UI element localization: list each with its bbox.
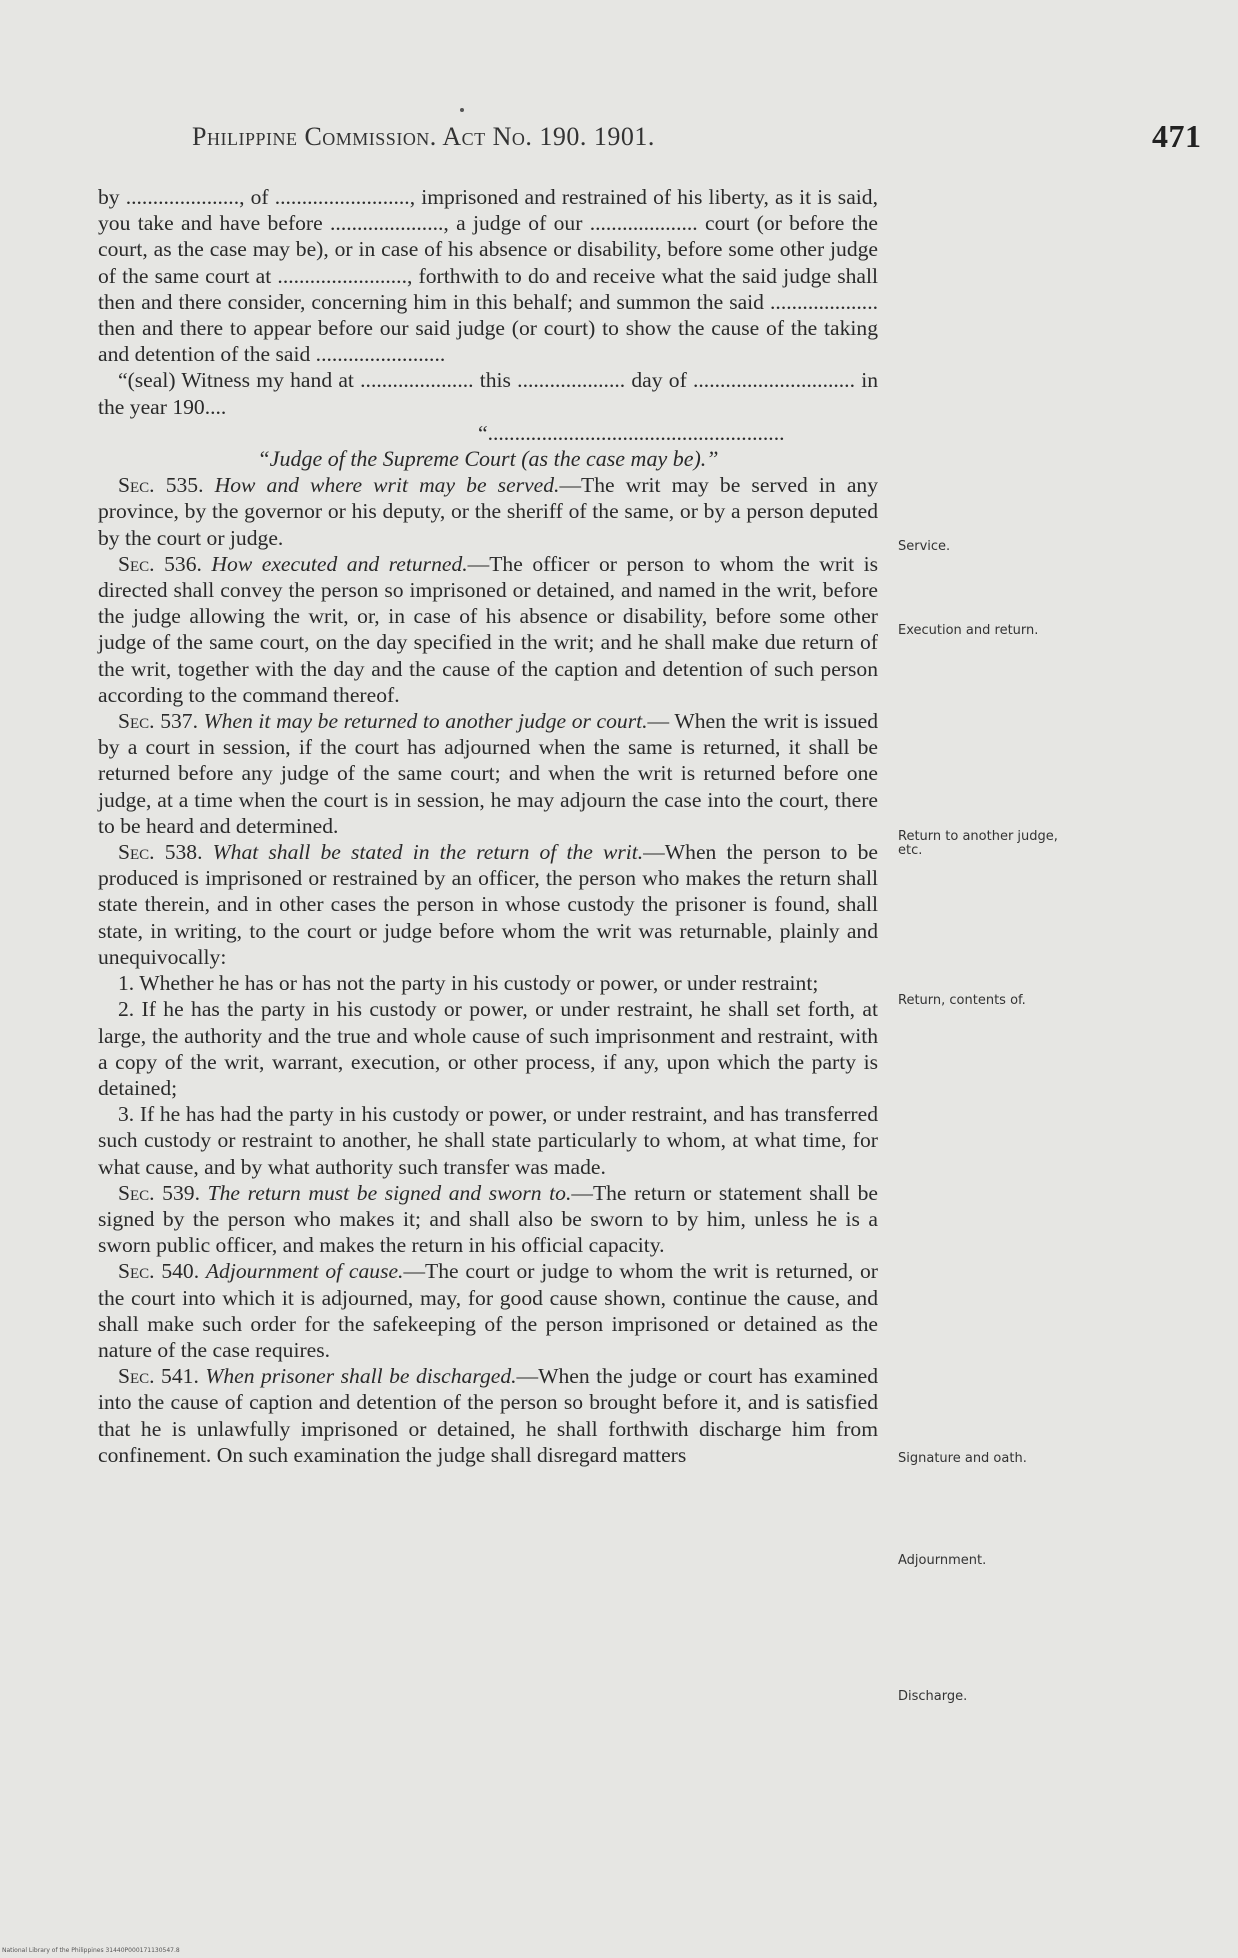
section-heading: The return must be signed and sworn to.	[207, 1180, 572, 1205]
section-number: Sec. 539.	[118, 1180, 200, 1205]
section-heading: How executed and returned.	[211, 551, 468, 576]
section-text: —The return or statement shall be signed by the person who makes it; and shall also be sworn to by him, unless he is a sworn public officer, and makes the return in his official capacity.	[98, 1180, 878, 1258]
section-541	[98, 1363, 878, 1468]
section-heading: What shall be stated in the return of the writ.	[212, 840, 644, 865]
signature-line: “Judge of the Supreme Court (as the case may be).”	[257, 446, 719, 472]
section-536	[98, 551, 878, 708]
section-heading: When it may be returned to another judge or court.	[203, 709, 648, 734]
section-number: Sec. 537.	[118, 709, 198, 734]
section-heading: When prisoner shall be discharged.	[205, 1364, 517, 1389]
section-539	[98, 1180, 878, 1259]
list-item-2: 2. If he has the party in his custody or power, or under restraint, he shall set forth, at large, the authority and the true and whole cause of such imprisonment and restraint, with a copy of the writ, warrant, execution, or other process, if any, upon which the party is detained;	[98, 997, 878, 1100]
list-item-3: 3. If he has had the party in his custody or power, or under restraint, and has transferred such custody or restraint to another, he shall state particularly to whom, at what time, for what cause, and by what authority such transfer was made.	[98, 1102, 878, 1179]
section-text: —When the person to be produced is imprisoned or restrained by an officer, the person who makes the return shall state therein, and in other cases the person in whose custody the prisoner is found, shall state, in writing, to the court or judge before whom the writ was returnable, plainly and unequivocally:	[98, 840, 879, 969]
writ-form-text: by ....................., of ........................., imprisoned and restrained of his liberty, as it is said, you take and have before ....................., a judge of our .................... court (or before the court, as the case may be), or in case of his absence or disability, before some other judge of the same court at ........................, forthwith to do and receive what the said judge shall then and there consider, concerning him in this behalf; and summon the said .................... then and there to appear before our said judge (or court) to show the cause of the taking and detention of the said ........................	[98, 185, 878, 367]
section-537	[98, 708, 878, 839]
margin-note-discharge: Discharge.	[898, 1689, 968, 1704]
section-text: —The court or judge to whom the writ is returned, or the court into which it is adjourned, may, for good cause shown, continue the cause, and shall make such order for the safekeeping of the person imprisoned or detained as the nature of the case requires.	[98, 1259, 879, 1362]
seal-line: “(seal) Witness my hand at ..................... this .................... day of .............................. in the year 190....	[98, 368, 878, 419]
list-item-1: 1. Whether he has or has not the party in his custody or power, or under restraint;	[118, 971, 819, 996]
section-number: Sec. 535.	[118, 473, 204, 498]
margin-note-signature-oath: Signature and oath.	[898, 1451, 1027, 1466]
section-540	[98, 1258, 878, 1363]
margin-note-service: Service.	[898, 539, 951, 554]
section-535	[98, 472, 878, 551]
section-number: Sec. 540.	[118, 1259, 200, 1284]
ink-speck	[460, 108, 464, 112]
section-number: Sec. 536.	[118, 551, 202, 576]
margin-note-adjournment: Adjournment.	[898, 1553, 987, 1568]
section-text: —When the judge or court has examined into the cause of caption and detention of the person so brought before it, and is satisfied that he is unlawfully imprisoned or detained, he shall forthwith discharge him from confinement. On such examination the judge shall disregard matters	[98, 1364, 878, 1467]
section-number: Sec. 538.	[118, 840, 203, 865]
section-text: —The officer or person to whom the writ is directed shall convey the person so imprisoned or detained, and named in the writ, before the judge allowing the writ, or, in case of his absence or disability, before some other judge of the same court, on the day specified in the writ; and he shall make due return of the writ, together with the day and the cause of the caption and detention of such person according to the command thereof.	[98, 551, 879, 707]
signature-dots: “.......................................................	[478, 420, 785, 445]
section-number: Sec. 541.	[118, 1364, 199, 1389]
section-538	[98, 839, 878, 970]
section-heading: How and where writ may be served.	[214, 473, 560, 498]
section-heading: Adjournment of cause.	[205, 1259, 404, 1284]
margin-note-return-other: Return to another judge, etc.	[898, 829, 1058, 858]
section-text: —The writ may be served in any province, by the governor or his deputy, or the sheriff of the same, or by a person deputed by the court or judge.	[98, 473, 879, 550]
section-text: — When the writ is issued by a court in session, if the court has adjourned when the same is returned, it shall be returned before any judge of the same court; and when the writ is returned before one judge, at a time when the court is in session, he may adjourn the case into the court, there to be heard and determined.	[98, 709, 879, 838]
running-title: Philippine Commission. Act No. 190. 1901.	[192, 122, 655, 151]
body-text	[98, 184, 878, 1468]
page-number: 471	[1152, 118, 1202, 154]
footer-credit: National Library of the Philippines 31440P000171130547.8	[2, 1947, 180, 1954]
margin-note-return-contents: Return, contents of.	[898, 993, 1026, 1008]
page-header	[192, 118, 1202, 154]
margin-note-execution: Execution and return.	[898, 623, 1039, 638]
